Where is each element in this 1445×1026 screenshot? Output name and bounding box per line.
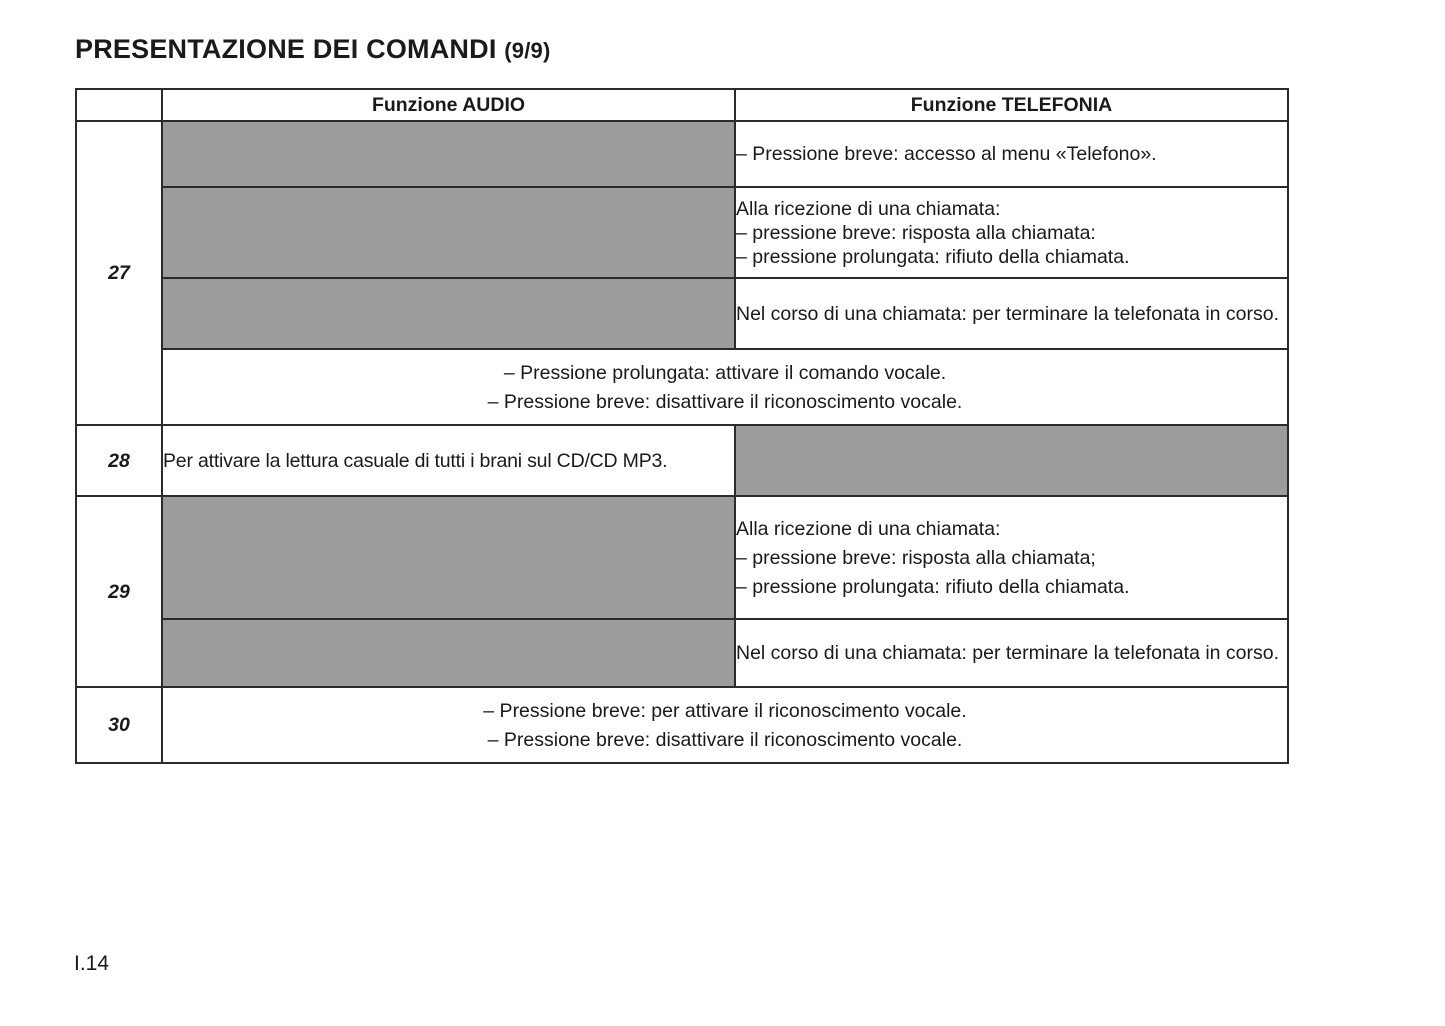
telephony-intro: Alla ricezione di una chiamata: (736, 197, 1001, 220)
audio-cell-empty (162, 278, 735, 349)
table-row (76, 278, 1288, 349)
audio-cell-empty (162, 187, 735, 278)
page-number: I.14 (74, 952, 110, 975)
audio-cell-empty (162, 121, 735, 187)
controls-table (75, 88, 1289, 764)
telephony-cell (735, 121, 1288, 187)
telephony-cell (735, 619, 1288, 687)
page-title-suffix: (9/9) (504, 38, 551, 63)
telephony-intro: Alla ricezione di una chiamata: (736, 517, 1001, 540)
audio-cell-empty (162, 496, 735, 619)
table-row (76, 619, 1288, 687)
audio-cell-empty (162, 619, 735, 687)
row-number-27: 27 (76, 121, 162, 425)
telephony-item: – pressione prolungata: rifiuto della chiamata. (736, 575, 1130, 598)
audio-cell: Per attivare la lettura casuale di tutti i brani sul CD/CD MP3. (162, 425, 735, 496)
table-row (76, 687, 1288, 763)
shared-text: – Pressione prolungata: attivare il comando vocale. (503, 361, 947, 384)
telephony-item: – pressione prolungata: rifiuto della chiamata. (736, 245, 1130, 268)
telephony-cell (735, 278, 1288, 349)
telephony-text: Nel corso di una chiamata: per terminare la telefonata in corso. (736, 642, 1280, 664)
telephony-text: Nel corso di una chiamata: per terminare la telefonata in corso. (736, 302, 1280, 325)
table-row (76, 425, 1288, 496)
telephony-cell-empty (735, 425, 1288, 496)
row-number-28: 28 (76, 425, 162, 496)
header-telephony: Funzione TELEFONIA (735, 89, 1288, 121)
page-title (75, 34, 550, 65)
shared-cell (162, 349, 1288, 425)
telephony-item: – pressione breve: risposta alla chiamata: (736, 221, 1096, 244)
shared-cell (162, 687, 1288, 763)
row-number-29: 29 (76, 496, 162, 687)
telephony-text: – Pressione breve: accesso al menu «Telefono». (736, 143, 1157, 165)
telephony-cell (735, 187, 1288, 278)
shared-text: – Pressione breve: disattivare il riconoscimento vocale. (487, 390, 963, 413)
header-number (76, 89, 162, 121)
telephony-item: – pressione breve: risposta alla chiamata; (736, 546, 1096, 569)
shared-text: – Pressione breve: disattivare il riconoscimento vocale. (487, 728, 963, 751)
shared-text: – Pressione breve: per attivare il riconoscimento vocale. (483, 699, 967, 722)
table-row (76, 187, 1288, 278)
table-row (76, 121, 1288, 187)
table-row (76, 349, 1288, 425)
row-number-30: 30 (76, 687, 162, 763)
table-row (76, 496, 1288, 619)
telephony-cell (735, 496, 1288, 619)
page-title-text: PRESENTAZIONE DEI COMANDI (75, 34, 497, 64)
header-audio: Funzione AUDIO (162, 89, 735, 121)
table-header-row (76, 89, 1288, 121)
